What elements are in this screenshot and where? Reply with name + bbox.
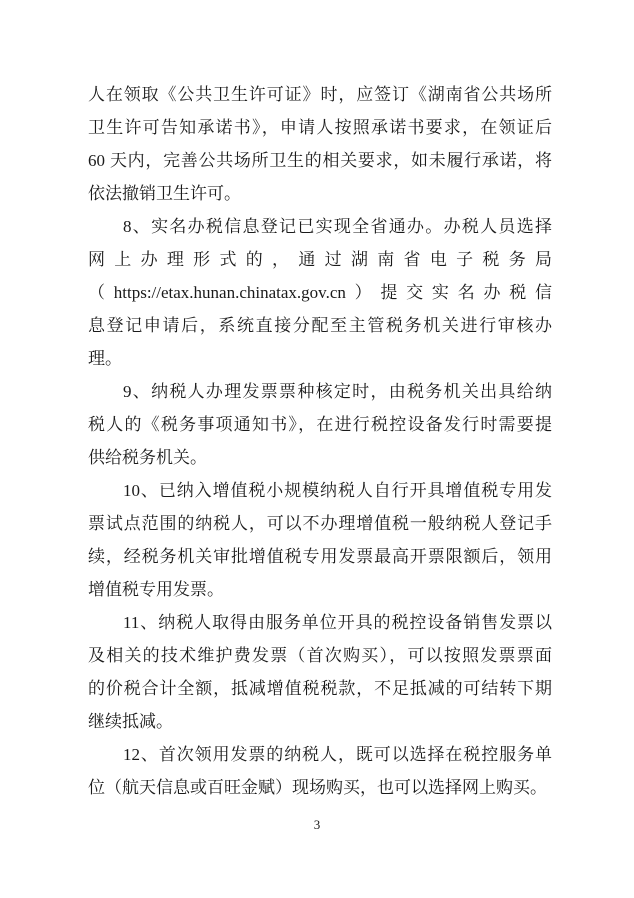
text-line: 网上办理形式的，通过湖南省电子税务局	[88, 250, 552, 269]
text-line: 8、实名办税信息登记已实现全省通办。办税人员选择	[123, 217, 552, 236]
paragraph	[88, 78, 552, 210]
text-line: 税人的《税务事项通知书》，在进行税控设备发行时需要提	[88, 415, 552, 434]
text-line: 位（航天信息或百旺金赋）现场购买，也可以选择网上购买。	[88, 778, 547, 797]
text-line: 卫生许可告知承诺书》，申请人按照承诺书要求，在领证后	[88, 118, 552, 137]
text-line: 及相关的技术维护费发票（首次购买），可以按照发票票面	[88, 646, 552, 665]
document-body	[88, 78, 552, 804]
text-line: 供给税务机关。	[88, 448, 207, 467]
paragraph	[88, 375, 552, 474]
paragraph	[88, 738, 552, 804]
text-line: 续，经税务机关审批增值税专用发票最高开票限额后，领用	[88, 547, 552, 566]
text-line: 理。	[88, 349, 122, 368]
text-line: 60 天内，完善公共场所卫生的相关要求，如未履行承诺，将	[88, 151, 552, 170]
text-line: 息登记申请后，系统直接分配至主管税务机关进行审核办	[88, 316, 552, 335]
text-line: 9、纳税人办理发票票种核定时，由税务机关出具给纳	[123, 382, 552, 401]
text-line: 依法撤销卫生许可。	[88, 184, 241, 203]
text-line: 票试点范围的纳税人，可以不办理增值税一般纳税人登记手	[88, 514, 552, 533]
text-line: 10、已纳入增值税小规模纳税人自行开具增值税专用发	[123, 481, 552, 500]
text-line: 11、纳税人取得由服务单位开具的税控设备销售发票以	[123, 613, 552, 632]
text-line: 人在领取《公共卫生许可证》时，应签订《湖南省公共场所	[88, 85, 552, 104]
page-number: 3	[313, 817, 321, 832]
text-line: 12、首次领用发票的纳税人，既可以选择在税控服务单	[123, 745, 552, 764]
paragraph	[88, 606, 552, 738]
text-line: （https://etax.hunan.chinatax.gov.cn）提交实名办税信	[88, 283, 552, 302]
paragraph	[88, 474, 552, 606]
paragraph	[88, 210, 552, 375]
text-line: 继续抵减。	[88, 712, 173, 731]
text-line: 增值税专用发票。	[88, 580, 224, 599]
text-line: 的价税合计全额，抵减增值税税款，不足抵减的可结转下期	[88, 679, 552, 698]
